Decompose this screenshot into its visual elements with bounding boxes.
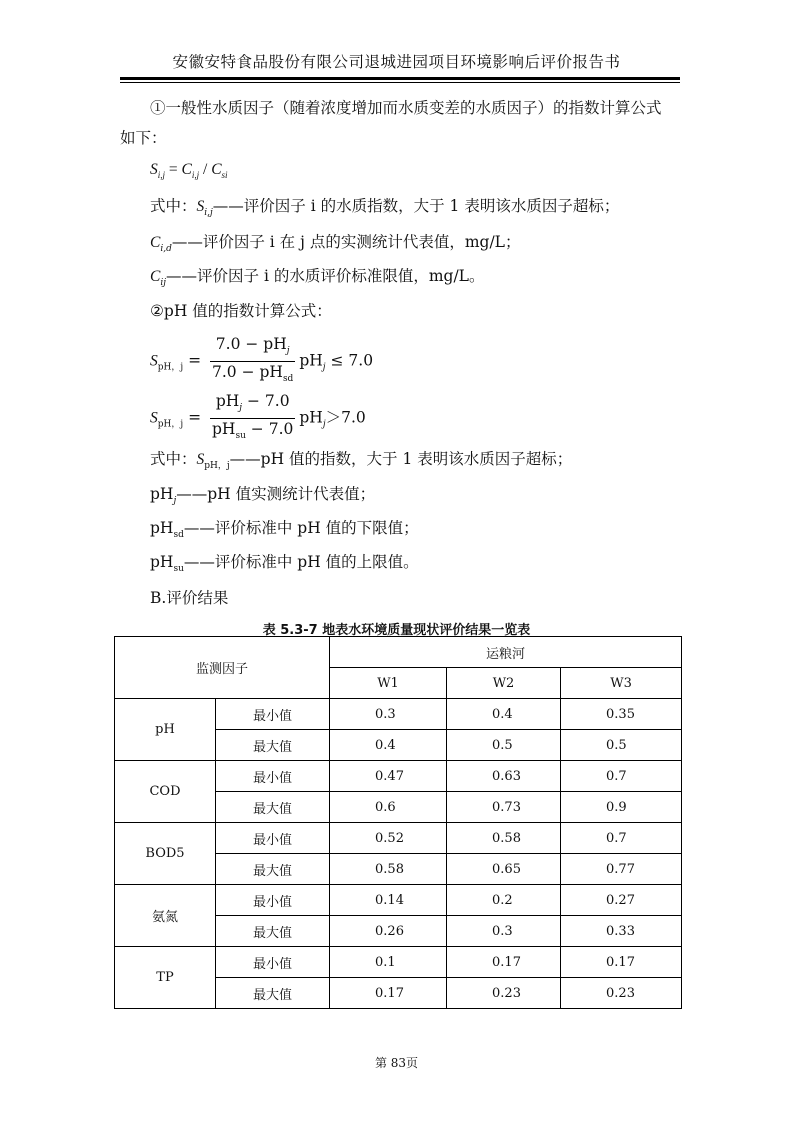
- value-cell: 0.23: [561, 978, 682, 1009]
- value-cell: 0.4: [447, 699, 561, 730]
- value-cell: 0.17: [447, 947, 561, 978]
- header-factor-cell: 监测因子: [115, 637, 330, 699]
- table-header-row-1: [115, 637, 682, 668]
- value-cell: 0.35: [561, 699, 682, 730]
- value-cell: 0.23: [447, 978, 561, 1009]
- table-row: [115, 885, 682, 916]
- value-cell: 0.65: [447, 854, 561, 885]
- value-cell: 0.1: [330, 947, 447, 978]
- min-label-cell: 最小值: [216, 885, 330, 916]
- value-cell: 0.58: [447, 823, 561, 854]
- max-label-cell: 最大值: [216, 730, 330, 761]
- value-cell: 0.7: [561, 761, 682, 792]
- table-title: 表 5.3-7 地表水环境质量现状评价结果一览表: [262, 623, 531, 638]
- max-label-cell: 最大值: [216, 916, 330, 947]
- factor-name-cell: 氨氮: [115, 885, 216, 947]
- factor-name-cell: BOD5: [115, 823, 216, 885]
- definition-c-id: $C_{i,d}——$评价因子 i 在 j 点的实测统计代表值，mg/L；: [150, 233, 521, 254]
- value-cell: 0.9: [561, 792, 682, 823]
- table-row: [115, 947, 682, 978]
- formula-general-index: $S_{i,j} = C_{i,j} / C_{si}$: [150, 161, 228, 180]
- factor-name-cell: TP: [115, 947, 216, 1009]
- factor-name-cell: pH: [115, 699, 216, 761]
- value-cell: 0.14: [330, 885, 447, 916]
- paragraph-1-line-1: ①一般性水质因子（随着浓度增加而水质变差的水质因子）的指数计算公式: [150, 99, 662, 117]
- section-b-heading: B.评价结果: [150, 589, 229, 607]
- table-row: [115, 823, 682, 854]
- min-label-cell: 最小值: [216, 823, 330, 854]
- paragraph-2: ②pH 值的指数计算公式：: [150, 302, 332, 320]
- formula-ph-low: $S_{pH,j}$ = $\frac{7.0 - pH_j}{7.0 - pH_{sd}}$ $pH_j \le 7.0$: [150, 334, 373, 389]
- value-cell: 0.77: [561, 854, 682, 885]
- formula-ph-high: $S_{pH,j}$ = $\frac{pH_j - 7.0}{pH_{su} - 7.0}$ $pH_j>7.0$: [150, 391, 366, 446]
- value-cell: 0.52: [330, 823, 447, 854]
- value-cell: 0.17: [330, 978, 447, 1009]
- value-cell: 0.33: [561, 916, 682, 947]
- fraction-ph-high: $\frac{pH_j - 7.0}{pH_{su} - 7.0}$: [212, 392, 294, 441]
- value-cell: 0.3: [330, 699, 447, 730]
- header-rule-thick: [120, 77, 680, 80]
- max-label-cell: 最大值: [216, 978, 330, 1009]
- min-label-cell: 最小值: [216, 761, 330, 792]
- definition-ph-su: $pH_{su}——$评价标准中 pH 值的上限值。: [150, 553, 419, 574]
- min-label-cell: 最小值: [216, 947, 330, 978]
- header-station-w1: W1: [330, 668, 447, 699]
- definition-ph-sd: $pH_{sd}——$评价标准中 pH 值的下限值；: [150, 519, 419, 540]
- value-cell: 0.17: [561, 947, 682, 978]
- value-cell: 0.6: [330, 792, 447, 823]
- value-cell: 0.47: [330, 761, 447, 792]
- value-cell: 0.63: [447, 761, 561, 792]
- fraction-ph-low: $\frac{7.0 - pH_j}{7.0 - pH_{sd}}$: [212, 335, 294, 384]
- value-cell: 0.5: [561, 730, 682, 761]
- value-cell: 0.2: [447, 885, 561, 916]
- min-label-cell: 最小值: [216, 699, 330, 730]
- header-station-w2: W2: [447, 668, 561, 699]
- value-cell: 0.58: [330, 854, 447, 885]
- definition-ph-j: $pH_j——pH$ 值实测统计代表值；: [150, 485, 376, 506]
- value-cell: 0.27: [561, 885, 682, 916]
- page-number: 第 83页: [374, 1056, 419, 1070]
- evaluation-results-table: [114, 636, 682, 1009]
- value-cell: 0.26: [330, 916, 447, 947]
- max-label-cell: 最大值: [216, 854, 330, 885]
- factor-name-cell: COD: [115, 761, 216, 823]
- definition-s-ph: 式中：$S_{pH,j}——pH$ 值的指数，大于 1 表明该水质因子超标；: [150, 450, 573, 471]
- table-row: [115, 761, 682, 792]
- definition-c-ij: $C_{ij}——$评价因子 i 的水质评价标准限值，mg/L。: [150, 267, 485, 288]
- paragraph-1-line-2: 如下：: [120, 129, 167, 147]
- header-station-w3: W3: [561, 668, 682, 699]
- definition-s-ij: 式中：$S_{i,j}——$评价因子 i 的水质指数，大于 1 表明该水质因子超标；: [150, 197, 620, 218]
- header-rule-thin: [120, 82, 680, 83]
- value-cell: 0.7: [561, 823, 682, 854]
- value-cell: 0.4: [330, 730, 447, 761]
- value-cell: 0.5: [447, 730, 561, 761]
- table-row: [115, 699, 682, 730]
- value-cell: 0.3: [447, 916, 561, 947]
- max-label-cell: 最大值: [216, 792, 330, 823]
- header-river-cell: 运粮河: [330, 637, 682, 668]
- document-header-title: 安徽安特食品股份有限公司退城进园项目环境影响后评价报告书: [172, 53, 621, 71]
- value-cell: 0.73: [447, 792, 561, 823]
